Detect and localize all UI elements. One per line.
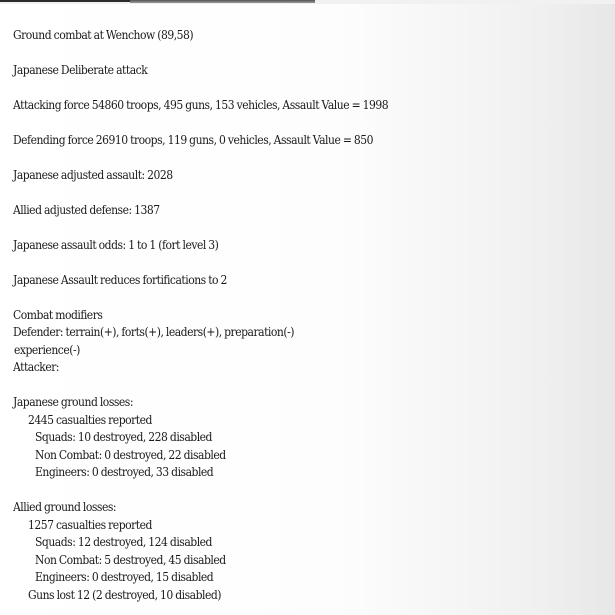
- top-scrollbar[interactable]: [0, 0, 615, 4]
- attacker-modifiers: Attacker:: [13, 360, 60, 374]
- defender-modifiers-cont: experience(-): [14, 343, 80, 357]
- allied-casualties: 1257 casualties reported: [28, 518, 152, 532]
- allied-losses-heading: Allied ground losses:: [13, 500, 117, 514]
- adjusted-assault: Japanese adjusted assault: 2028: [13, 168, 173, 182]
- japanese-casualties: 2445 casualties reported: [28, 413, 152, 427]
- fortification-result: Japanese Assault reduces fortifications to 2: [13, 273, 227, 287]
- defending-force: Defending force 26910 troops, 119 guns, 0 vehicles, Assault Value = 850: [13, 133, 373, 147]
- top-scrollbar-thumb[interactable]: [130, 0, 315, 3]
- assault-odds: Japanese assault odds: 1 to 1 (fort level 3): [13, 238, 219, 252]
- allied-squads: Squads: 12 destroyed, 124 disabled: [35, 535, 212, 549]
- japanese-losses-heading: Japanese ground losses:: [13, 395, 134, 409]
- adjusted-defense: Allied adjusted defense: 1387: [13, 203, 160, 217]
- allied-engineers: Engineers: 0 destroyed, 15 disabled: [35, 570, 214, 584]
- defender-modifiers: Defender: terrain(+), forts(+), leaders(+), preparation(-): [13, 325, 294, 339]
- japanese-engineers: Engineers: 0 destroyed, 33 disabled: [35, 465, 214, 479]
- allied-guns-lost: Guns lost 12 (2 destroyed, 10 disabled): [28, 588, 222, 602]
- japanese-non-combat: Non Combat: 0 destroyed, 22 disabled: [35, 448, 226, 462]
- attacking-force: Attacking force 54860 troops, 495 guns, 153 vehicles, Assault Value = 1998: [13, 98, 389, 112]
- attack-type: Japanese Deliberate attack: [13, 63, 148, 77]
- allied-non-combat: Non Combat: 5 destroyed, 45 disabled: [35, 553, 226, 567]
- combat-modifiers-heading: Combat modifiers: [13, 308, 103, 322]
- combat-title: Ground combat at Wenchow (89,58): [13, 28, 194, 42]
- japanese-squads: Squads: 10 destroyed, 228 disabled: [35, 430, 212, 444]
